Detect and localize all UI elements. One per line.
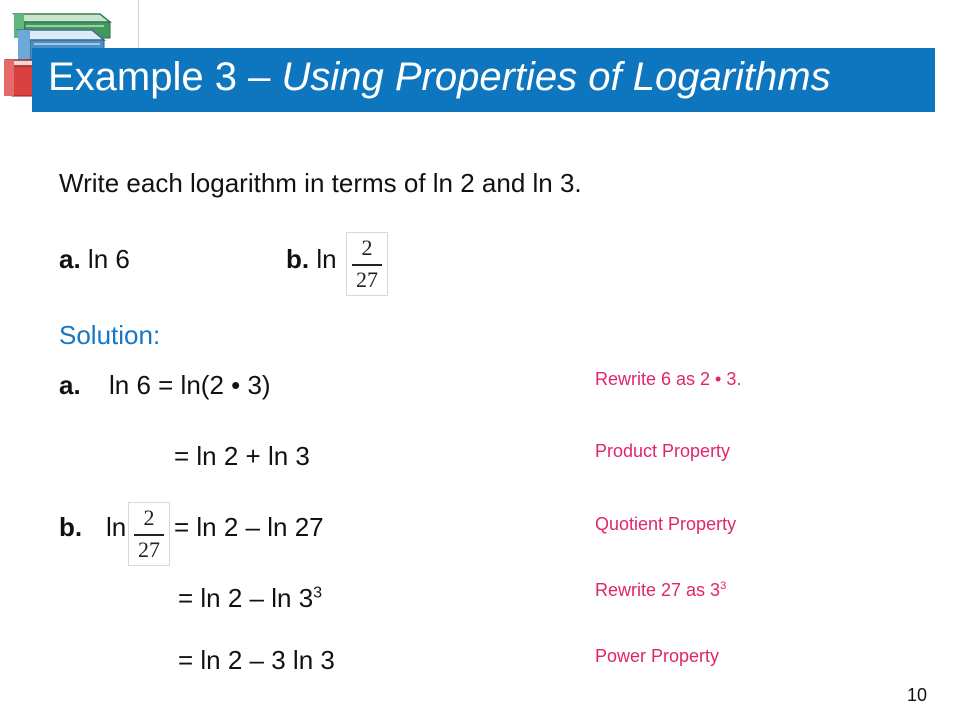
fraction-denominator: 27 — [138, 537, 160, 562]
note-quotient-property: Quotient Property — [595, 514, 737, 534]
problem-b — [286, 244, 337, 275]
solution-a-label: a. — [59, 370, 81, 400]
solution-b-line3: = ln 2 – 3 ln 3 — [178, 645, 335, 675]
note-rewrite-27-base: Rewrite 27 as 3 — [595, 580, 721, 600]
note-rewrite-6: Rewrite 6 as 2 • 3. — [595, 369, 742, 389]
problem-b-expr: ln — [316, 244, 337, 274]
solution-b-ln: ln — [106, 512, 127, 542]
note-power-property: Power Property — [595, 646, 720, 666]
problem-b-label: b. — [286, 244, 310, 274]
page-number: 10 — [906, 685, 927, 705]
problem-a — [59, 244, 130, 275]
problem-b-fraction — [346, 232, 388, 296]
problem-a-expr: ln 6 — [87, 244, 130, 274]
solution-b-fraction — [128, 502, 170, 566]
note-rewrite-27-exponent: 3 — [720, 580, 727, 592]
solution-heading: Solution: — [59, 320, 161, 350]
fraction-bar — [134, 534, 164, 536]
solution-b-line1: = ln 2 – ln 27 — [174, 512, 324, 542]
solution-b-line2-exponent: 3 — [313, 583, 323, 602]
divider-line — [138, 0, 139, 48]
solution-a-line1: ln 6 = ln(2 • 3) — [109, 370, 271, 400]
solution-b-line2-base: = ln 2 – ln 3 — [178, 583, 314, 613]
problem-a-label: a. — [59, 244, 81, 274]
note-rewrite-27 — [595, 580, 726, 601]
solution-a-line2: = ln 2 + ln 3 — [174, 441, 310, 471]
note-product-property: Product Property — [595, 441, 731, 461]
fraction-numerator: 2 — [361, 235, 373, 260]
fraction-denominator: 27 — [356, 267, 378, 292]
fraction-numerator: 2 — [143, 505, 155, 530]
solution-b-label: b. — [59, 512, 83, 542]
solution-b-line2 — [178, 583, 322, 614]
fraction-bar — [352, 264, 382, 266]
instruction-text: Write each logarithm in terms of ln 2 and ln 3. — [59, 168, 582, 198]
slide-title: Example 3 – Using Properties of Logarithms — [48, 55, 831, 99]
